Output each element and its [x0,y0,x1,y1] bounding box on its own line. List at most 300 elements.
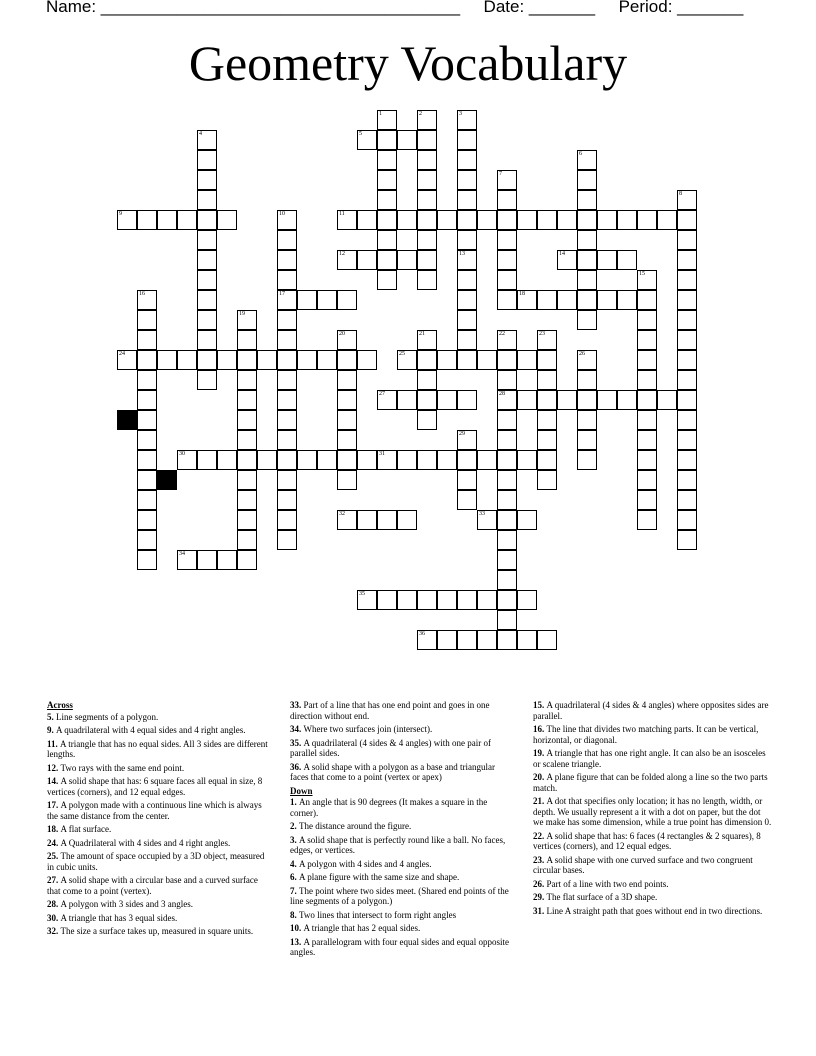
crossword-cell[interactable] [177,550,197,570]
crossword-cell[interactable] [417,350,437,370]
crossword-cell[interactable] [377,390,397,410]
crossword-cell[interactable] [157,350,177,370]
crossword-cell[interactable] [537,450,557,470]
crossword-cell[interactable] [477,510,497,530]
clue-number: 26 [579,351,585,357]
crossword-cell[interactable] [237,410,257,430]
crossword-cell[interactable] [537,370,557,390]
crossword-cell[interactable] [637,410,657,430]
crossword-cell[interactable] [417,130,437,150]
crossword-cell[interactable] [577,390,597,410]
crossword-cell[interactable] [277,210,297,230]
crossword-cell[interactable] [497,410,517,430]
crossword-cell[interactable] [497,270,517,290]
crossword-cell[interactable] [237,390,257,410]
clue-item: 10. A triangle that has 2 equal sides. [290,923,421,933]
crossword-cell[interactable] [277,330,297,350]
crossword-cell[interactable] [677,410,697,430]
crossword-cell[interactable] [617,210,637,230]
crossword-cell[interactable] [237,370,257,390]
crossword-cell[interactable] [537,410,557,430]
crossword-cell[interactable] [357,350,377,370]
crossword-cell[interactable] [457,230,477,250]
page-title: Geometry Vocabulary [188,35,628,91]
crossword-cell[interactable] [677,470,697,490]
crossword-cell[interactable] [497,230,517,250]
crossword-cell[interactable] [277,350,297,370]
clue-item: 8. Two lines that intersect to form right angles [290,909,457,920]
crossword-cell[interactable] [557,390,577,410]
crossword-cell[interactable] [177,210,197,230]
crossword-cell[interactable] [157,210,177,230]
crossword-cell[interactable] [517,630,537,650]
crossword-cell[interactable] [637,290,657,310]
crossword-cell[interactable] [417,210,437,230]
crossword-cell[interactable] [137,550,157,570]
crossword-cell[interactable] [637,510,657,530]
crossword-cell[interactable] [277,390,297,410]
crossword-cell[interactable] [217,450,237,470]
crossword-cell[interactable] [417,630,437,650]
crossword-cell[interactable] [457,170,477,190]
crossword-cell[interactable] [457,150,477,170]
crossword-cell[interactable] [277,250,297,270]
crossword-cell[interactable] [577,250,597,270]
crossword-cell[interactable] [197,190,217,210]
crossword-cell[interactable] [417,230,437,250]
crossword-cell[interactable] [277,510,297,530]
crossword-cell[interactable] [497,250,517,270]
crossword-cell[interactable] [117,350,137,370]
crossword-cell[interactable] [377,210,397,230]
crossword-cell[interactable] [277,290,297,310]
crossword-cell[interactable] [577,350,597,370]
crossword-cell[interactable] [677,210,697,230]
crossword-cell[interactable] [277,430,297,450]
crossword-cell[interactable] [677,350,697,370]
crossword-cell[interactable] [257,450,277,470]
across-heading: Across [47,700,73,710]
crossword-cell[interactable] [417,110,437,130]
crossword-cell[interactable] [397,510,417,530]
crossword-cell[interactable] [137,390,157,410]
crossword-cell[interactable] [677,270,697,290]
crossword-cell[interactable] [557,250,577,270]
crossword-cell[interactable] [137,370,157,390]
crossword-cell[interactable] [237,510,257,530]
crossword-cell[interactable] [637,310,657,330]
crossword-cell[interactable] [137,510,157,530]
crossword-cell[interactable] [277,370,297,390]
crossword-cell[interactable] [637,270,657,290]
crossword-cell[interactable] [137,430,157,450]
crossword-cell[interactable] [377,190,397,210]
crossword-cell[interactable] [497,510,517,530]
crossword-cell[interactable] [217,550,237,570]
crossword-cell[interactable] [257,350,277,370]
crossword-cell[interactable] [457,490,477,510]
crossword-cell[interactable] [177,450,197,470]
crossword-cell[interactable] [497,170,517,190]
crossword-cell[interactable] [377,230,397,250]
crossword-cell[interactable] [457,290,477,310]
clue-number: 31 [379,451,385,457]
crossword-cell[interactable] [477,450,497,470]
crossword-cell[interactable] [417,250,437,270]
crossword-cell[interactable] [497,530,517,550]
clue-number: 29 [459,431,465,437]
crossword-cell[interactable] [517,210,537,230]
crossword-cell[interactable] [137,210,157,230]
crossword-cell[interactable] [497,630,517,650]
crossword-cell[interactable] [277,470,297,490]
crossword-cell[interactable] [497,370,517,390]
crossword-cell[interactable] [197,350,217,370]
period-field[interactable]: Period: _______ [618,0,744,16]
crossword-cell[interactable] [297,350,317,370]
crossword-cell[interactable] [177,350,197,370]
crossword-cell[interactable] [577,310,597,330]
crossword-cell[interactable] [137,350,157,370]
crossword-cell[interactable] [397,450,417,470]
crossword-cell[interactable] [377,150,397,170]
crossword-cell[interactable] [277,450,297,470]
clue-number: 9 [119,211,122,217]
crossword-cell[interactable] [337,250,357,270]
crossword-cell[interactable] [277,270,297,290]
crossword-cell[interactable] [457,330,477,350]
clue-item: 33. Part of a line that has one end point and goes in one direction without end. [290,700,490,721]
crossword-cell[interactable] [297,290,317,310]
crossword-cell[interactable] [497,350,517,370]
clue-item: 11. A triangle that has no equal sides. All 3 sides are different lengths. [47,738,268,759]
clue-number: 5 [359,131,362,137]
crossword-cell[interactable] [357,510,377,530]
crossword-cell[interactable] [477,210,497,230]
crossword-cell[interactable] [417,150,437,170]
crossword-cell[interactable] [197,290,217,310]
crossword-cell[interactable] [537,390,557,410]
crossword-cell[interactable] [577,290,597,310]
crossword-cell[interactable] [297,450,317,470]
crossword-cell[interactable] [457,590,477,610]
crossword-cell[interactable] [617,290,637,310]
crossword-cell[interactable] [637,370,657,390]
crossword-cell[interactable] [677,250,697,270]
crossword-cell[interactable] [437,210,457,230]
crossword-cell[interactable] [637,210,657,230]
crossword-cell[interactable] [357,130,377,150]
crossword-cell[interactable] [357,250,377,270]
crossword-cell[interactable] [537,330,557,350]
crossword-cell[interactable] [357,210,377,230]
crossword-cell[interactable] [497,430,517,450]
crossword-cell[interactable] [417,330,437,350]
crossword-cell[interactable] [577,210,597,230]
crossword-cell[interactable] [137,290,157,310]
crossword-cell[interactable] [497,550,517,570]
crossword-cell[interactable] [517,590,537,610]
crossword-cell[interactable] [637,350,657,370]
crossword-cell[interactable] [637,430,657,450]
crossword-cell[interactable] [337,390,357,410]
date-field[interactable]: Date: _______ [483,0,596,16]
crossword-cell[interactable] [477,630,497,650]
crossword-cell[interactable] [197,170,217,190]
crossword-cell[interactable] [197,130,217,150]
crossword-cell[interactable] [457,350,477,370]
crossword-cell[interactable] [437,590,457,610]
crossword-cell[interactable] [477,590,497,610]
crossword-cell[interactable] [377,590,397,610]
clue-number: 12 [339,251,345,257]
crossword-cell[interactable] [337,210,357,230]
crossword-cell[interactable] [637,490,657,510]
crossword-cell[interactable] [597,390,617,410]
crossword-cell[interactable] [497,590,517,610]
crossword-cell[interactable] [637,390,657,410]
crossword-cell[interactable] [577,370,597,390]
crossword-cell[interactable] [277,310,297,330]
crossword-cell[interactable] [317,450,337,470]
crossword-cell[interactable] [277,410,297,430]
crossword-cell[interactable] [457,110,477,130]
crossword-cell[interactable] [517,390,537,410]
crossword-cell[interactable] [197,210,217,230]
name-field[interactable]: Name: ______________________________________ [46,0,461,16]
crossword-cell[interactable] [457,250,477,270]
crossword-cell[interactable] [517,290,537,310]
crossword-cell[interactable] [337,430,357,450]
crossword-cell[interactable] [497,210,517,230]
clue-number: 19 [239,311,245,317]
crossword-cell[interactable] [237,430,257,450]
crossword-cell[interactable] [677,290,697,310]
crossword-cell[interactable] [197,550,217,570]
crossword-cell[interactable] [537,210,557,230]
crossword-cell[interactable] [497,330,517,350]
crossword-cell[interactable] [517,350,537,370]
crossword-cell[interactable] [497,390,517,410]
crossword-cell[interactable] [197,450,217,470]
crossword-cell[interactable] [537,350,557,370]
crossword-cell[interactable] [677,530,697,550]
crossword-cell[interactable] [677,310,697,330]
crossword-cell[interactable] [577,450,597,470]
crossword-cell[interactable] [237,450,257,470]
crossword-cell[interactable] [377,130,397,150]
crossword-cell[interactable] [657,210,677,230]
crossword-cell[interactable] [377,170,397,190]
crossword-cell[interactable] [237,350,257,370]
crossword-cell[interactable] [457,130,477,150]
crossword-cell[interactable] [597,250,617,270]
crossword-cell[interactable] [677,490,697,510]
crossword-cell[interactable] [537,290,557,310]
crossword-cell[interactable] [677,510,697,530]
crossword-cell[interactable] [337,510,357,530]
crossword-cell[interactable] [417,590,437,610]
crossword-cell[interactable] [637,450,657,470]
crossword-cell[interactable] [317,350,337,370]
crossword-cell[interactable] [637,470,657,490]
crossword-cell[interactable] [577,410,597,430]
crossword-cell[interactable] [337,290,357,310]
crossword-cell[interactable] [677,190,697,210]
crossword-cell[interactable] [437,350,457,370]
crossword-cell[interactable] [137,530,157,550]
crossword-cell[interactable] [377,270,397,290]
crossword-cell[interactable] [457,210,477,230]
crossword-cell[interactable] [137,330,157,350]
crossword-cell[interactable] [457,470,477,490]
crossword-cell[interactable] [397,350,417,370]
crossword-cell[interactable] [497,570,517,590]
crossword-cell[interactable] [357,450,377,470]
crossword-cell[interactable] [477,350,497,370]
crossword-cell[interactable] [197,150,217,170]
crossword-cell[interactable] [517,510,537,530]
crossword-cell[interactable] [457,430,477,450]
crossword-cell[interactable] [237,470,257,490]
clue-number: 18 [519,291,525,297]
crossword-cell[interactable] [497,450,517,470]
crossword-cell[interactable] [437,390,457,410]
crossword-cell[interactable] [377,250,397,270]
crossword-cell[interactable] [217,350,237,370]
crossword-cell[interactable] [457,630,477,650]
crossword-cell[interactable] [617,250,637,270]
crossword-cell[interactable] [137,410,157,430]
crossword-cell[interactable] [197,370,217,390]
crossword-cell[interactable] [277,530,297,550]
crossword-cell[interactable] [537,430,557,450]
crossword-cell[interactable] [137,470,157,490]
crossword-cell[interactable] [417,390,437,410]
crossword-cell[interactable] [397,130,417,150]
crossword-cell[interactable] [197,230,217,250]
crossword-cell[interactable] [337,370,357,390]
crossword-cell[interactable] [597,290,617,310]
clue-number: 6 [579,151,582,157]
clue-item: 31. Line A straight path that goes without end in two directions. [533,905,763,916]
crossword-cell[interactable] [677,430,697,450]
crossword-cell[interactable] [517,450,537,470]
clue-item: 22. A solid shape that has: 6 faces (4 rectangles & 2 squares), 8 vertices (corners), and 12 equal edges. [533,830,761,851]
crossword-cell[interactable] [497,290,517,310]
crossword-cell[interactable] [137,490,157,510]
crossword-cell[interactable] [677,370,697,390]
crossword-cell[interactable] [137,310,157,330]
crossword-cell[interactable] [337,410,357,430]
crossword-cell[interactable] [397,210,417,230]
crossword-cell[interactable] [317,290,337,310]
crossword-cell[interactable] [457,450,477,470]
crossword-cell[interactable] [437,450,457,470]
crossword-cell[interactable] [537,630,557,650]
crossword-cell[interactable] [197,270,217,290]
crossword-cell[interactable] [197,250,217,270]
crossword-cell[interactable] [277,230,297,250]
crossword-cell[interactable] [417,270,437,290]
clue-item: 15. A quadrilateral (4 sides & 4 angles) where opposites sides are parallel. [533,700,769,721]
crossword-cell[interactable] [497,470,517,490]
crossword-cell[interactable] [377,450,397,470]
clue-item: 1. An angle that is 90 degrees (It makes a square in the corner). [290,797,488,818]
crossword-cell[interactable] [457,310,477,330]
crossword-cell[interactable] [237,530,257,550]
crossword-cell[interactable] [237,490,257,510]
crossword-cell[interactable] [197,310,217,330]
crossword-cell[interactable] [677,450,697,470]
crossword-cell[interactable] [557,290,577,310]
crossword-cell[interactable] [417,450,437,470]
crossword-cell[interactable] [237,330,257,350]
crossword-cell[interactable] [417,190,437,210]
crossword-cell[interactable] [137,450,157,470]
crossword-cell[interactable] [457,270,477,290]
clue-number: 25 [399,351,405,357]
crossword-cell[interactable] [577,150,597,170]
crossword-cell[interactable] [677,390,697,410]
clue-item: 26. Part of a line with two end points. [533,878,669,889]
crossword-cell[interactable] [217,210,237,230]
clue-item: 12. Two rays with the same end point. [47,762,185,773]
crossword-cell[interactable] [617,390,637,410]
crossword-cell[interactable] [397,390,417,410]
crossword-cell[interactable] [337,470,357,490]
crossword-cell[interactable] [677,330,697,350]
crossword-cell[interactable] [337,350,357,370]
crossword-cell[interactable] [437,630,457,650]
crossword-cell[interactable] [577,430,597,450]
crossword-cell[interactable] [417,410,437,430]
crossword-cell[interactable] [637,330,657,350]
crossword-cell[interactable] [497,190,517,210]
crossword-cell[interactable] [377,510,397,530]
crossword-cell[interactable] [577,190,597,210]
crossword-cell[interactable] [397,250,417,270]
crossword-cell[interactable] [497,610,517,630]
crossword-cell[interactable] [657,390,677,410]
crossword-cell[interactable] [597,210,617,230]
crossword-cell[interactable] [677,230,697,250]
crossword-cell[interactable] [417,170,437,190]
crossword-cell[interactable] [377,110,397,130]
crossword-cell[interactable] [237,310,257,330]
crossword-cell[interactable] [417,370,437,390]
crossword-cell[interactable] [537,470,557,490]
crossword-cell[interactable] [557,210,577,230]
crossword-cell[interactable] [237,550,257,570]
crossword-cell[interactable] [337,330,357,350]
crossword-cell[interactable] [497,490,517,510]
clue-number: 1 [379,111,382,117]
clue-number: 21 [419,331,425,337]
crossword-cell[interactable] [197,330,217,350]
crossword-cell[interactable] [337,450,357,470]
crossword-cell[interactable] [577,270,597,290]
crossword-cell[interactable] [457,390,477,410]
crossword-cell[interactable] [357,590,377,610]
crossword-cell[interactable] [117,210,137,230]
clue-number: 28 [499,391,505,397]
crossword-cell[interactable] [277,490,297,510]
crossword-cell[interactable] [457,190,477,210]
crossword-cell[interactable] [397,590,417,610]
crossword-cell[interactable] [577,230,597,250]
crossword-cell[interactable] [577,170,597,190]
